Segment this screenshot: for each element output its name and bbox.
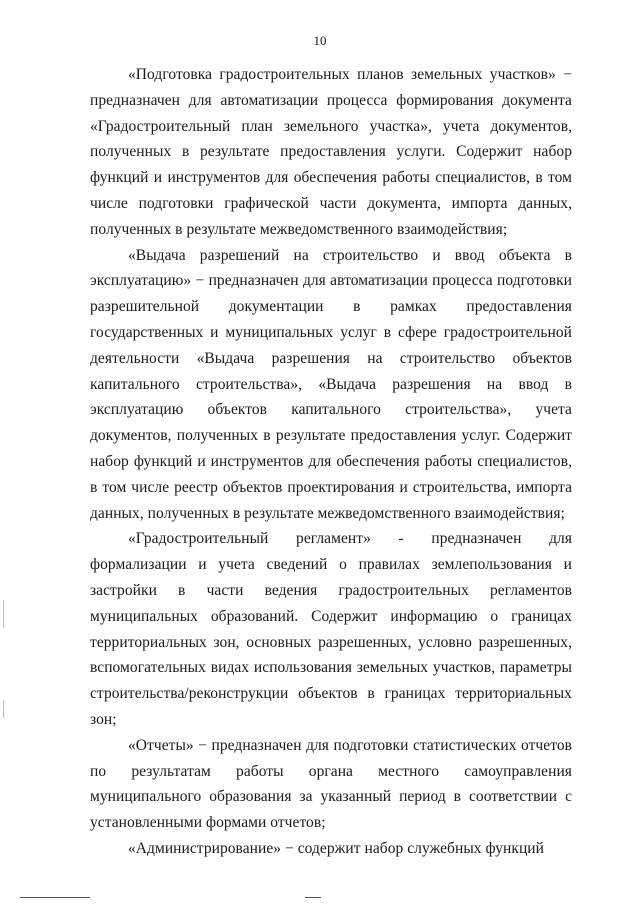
scan-edge-mark bbox=[3, 700, 4, 718]
paragraph-administrirovanie: «Администрирование» − содержит набор служебных функций bbox=[128, 839, 544, 857]
scan-edge-mark bbox=[3, 600, 4, 628]
paragraph-razreshenie: «Выдача разрешений на строительство и ввод объекта в эксплуатацию» − предназначен для автоматизации процесса подготовки разрешительной документации в рамках предоставления государственных и муниципальных услуг в сфере градостроительной деятельности «Выдача разрешения на строительство объектов капитального строительства», «Выдача разрешения на ввод в эксплуатацию объектов капитального строительства», учета документов, полученных в результате предоставления услуг. Содержит набор функций и инструментов для обеспечения работы специалистов, в том числе реестр объектов проектирования и строительства, импорта данных, полученных в результате межведомственного взаимодействия; bbox=[90, 246, 572, 522]
footer-divider-left bbox=[20, 897, 90, 898]
paragraph-reglament: «Градостроительный регламент» - предназначен для формализации и учета сведений о правилах землепользования и застройки в части ведения градостроительных регламентов муниципальных образований. Содержит информацию о границах территориальных зон, основных разрешенных, условно разрешенных, вспомогательных видах использования земельных участков, параметры строительства/реконструкции объектов в границах территориальных зон; bbox=[90, 530, 572, 728]
paragraph-otchety: «Отчеты» − предназначен для подготовки статистических отчетов по результатам работы органа местного самоуправления муниципального образования за указанный период в соответствии с установленными формами отчетов; bbox=[90, 736, 572, 832]
page-number: 10 bbox=[313, 33, 327, 48]
footer-divider-center bbox=[305, 897, 321, 898]
paragraph-gradplan: «Подготовка градостроительных планов земельных участков» − предназначен для автоматизации процесса формирования документа «Градостроительный план земельного участка», учета документов, полученных в результате предоставления услуги. Содержит набор функций и инструментов для обеспечения работы специалистов, в том числе подготовки графической части документа, импорта данных, полученных в результате межведомственного взаимодействия; bbox=[90, 66, 572, 238]
document-body bbox=[90, 62, 572, 862]
